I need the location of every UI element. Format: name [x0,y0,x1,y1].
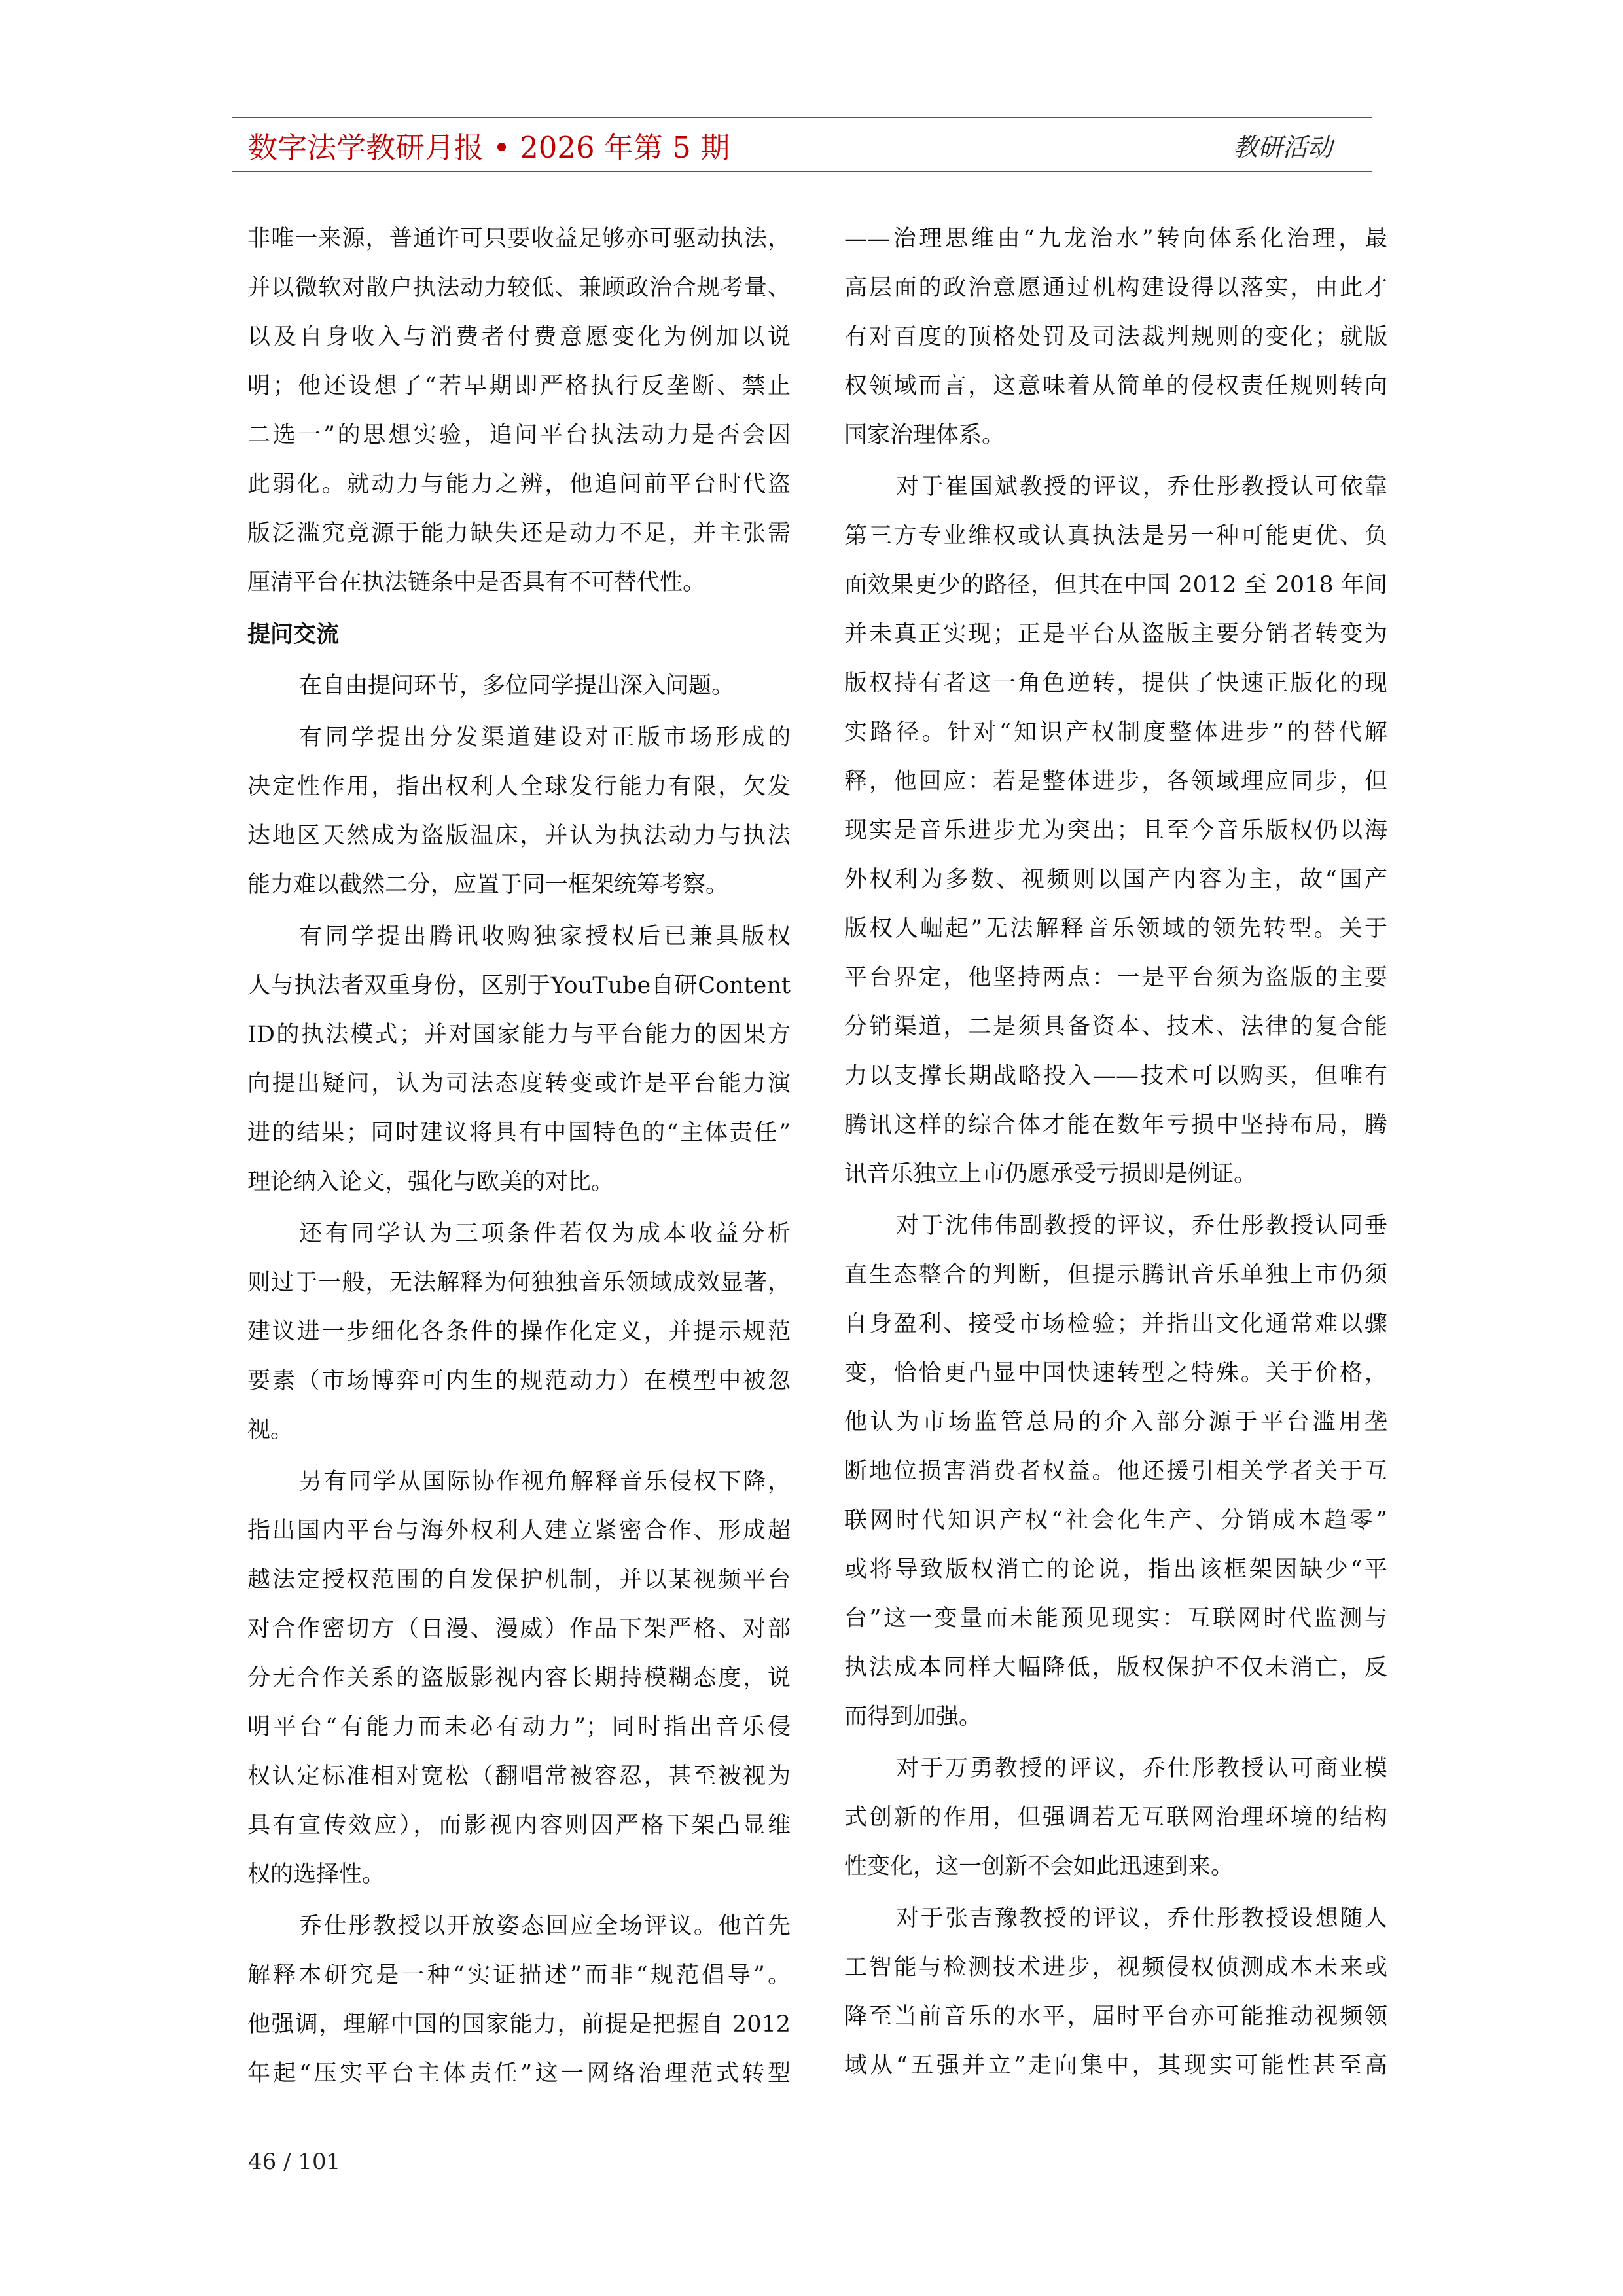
left-column [247,215,791,2098]
text-line: 进的结果；同时建议将具有中国特色的“主体责任” [247,1120,791,1146]
text-line: 要素（市场博弈可内生的规范动力）在模型中被忽 [247,1368,791,1394]
text-line: 非唯一来源，普通许可只要收益足够亦可驱动执法， [247,226,791,252]
text-line: 建议进一步细化各条件的操作化定义，并提示规范 [247,1319,791,1345]
paragraph [247,662,791,711]
text-line: 实路径。针对“知识产权制度整体进步”的替代解 [844,719,1387,745]
paragraph [844,1894,1387,2090]
text-line: 腾讯这样的综合体才能在数年亏损中坚持布局，腾 [844,1112,1387,1138]
text-line: 面效果更少的路径，但其在中国 2012 至 2018 年间 [844,572,1387,598]
text-line: 人与执法者双重身份，区别于YouTube自研Content [247,973,791,999]
text-line: 明；他还设想了“若早期即严格执行反垄断、禁止 [247,373,791,399]
text-line: 则过于一般，无法解释为何独独音乐领域成效显著， [247,1270,791,1296]
text-line: 指出国内平台与海外权利人建立紧密合作、形成超 [247,1518,791,1544]
paragraph [247,1902,791,2098]
text-line: 乔仕彤教授以开放姿态回应全场评议。他首先 [299,1913,791,1939]
text-line: 权领域而言，这意味着从简单的侵权责任规则转向 [844,373,1387,399]
paragraph [247,1458,791,1899]
text-line: 决定性作用，指出权利人全球发行能力有限，欠发 [247,774,791,800]
text-line: 断地位损害消费者权益。他还援引相关学者关于互 [844,1458,1387,1484]
text-line: 或将导致版权消亡的论说，指出该框架因缺少“平 [844,1556,1387,1583]
paragraph [844,1202,1387,1742]
text-line: 并未真正实现；正是平台从盗版主要分销者转变为 [844,621,1387,647]
text-line: 力以支撑长期战略投入——技术可以购买，但唯有 [844,1063,1387,1089]
text-line: 版权持有者这一角色逆转，提供了快速正版化的现 [844,670,1387,696]
text-line: 能力难以截然二分，应置于同一框架统筹考察。 [247,872,729,898]
text-line: 解释本研究是一种“实证描述”而非“规范倡导”。 [247,1962,791,1988]
text-line: ——治理思维由“九龙治水”转向体系化治理，最 [844,226,1387,252]
right-column [844,215,1387,2090]
text-line: 此弱化。就动力与能力之辨，他追问前平台时代盗 [247,471,791,497]
text-line: 对于万勇教授的评议，乔仕彤教授认可商业模 [896,1755,1387,1782]
text-line: 分销渠道，二是须具备资本、技术、法律的复合能 [844,1014,1387,1040]
text-line: 权的选择性。 [247,1861,385,1888]
text-line: 联网时代知识产权“社会化生产、分销成本趋零” [844,1507,1387,1534]
text-line: 向提出疑问，认为司法态度转变或许是平台能力演 [247,1071,791,1097]
text-line: 直生态整合的判断，但提示腾讯音乐单独上市仍须 [844,1262,1387,1288]
text-line: 外权利为多数、视频则以国产内容为主，故“国产 [844,867,1387,893]
text-line: 视。 [247,1417,294,1443]
paragraph [247,713,791,910]
text-line: 工智能与检测技术进步，视频侵权侦测成本未来或 [844,1954,1387,1981]
text-line: 明平台“有能力而未必有动力”；同时指出音乐侵 [247,1714,791,1740]
text-line: 理论纳入论文，强化与欧美的对比。 [247,1169,615,1195]
text-line: 厘清平台在执法链条中是否具有不可替代性。 [247,569,706,596]
text-line: 讯音乐独立上市仍愿承受亏损即是例证。 [844,1161,1257,1187]
text-line: 还有同学认为三项条件若仅为成本收益分析 [299,1221,791,1247]
text-line: 对于张吉豫教授的评议，乔仕彤教授设想随人 [896,1905,1387,1931]
text-line: 分无合作关系的盗版影视内容长期持模糊态度，说 [247,1665,791,1691]
text-line: 版权人崛起”无法解释音乐领域的领先转型。关于 [844,916,1387,942]
text-line: 平台界定，他坚持两点：一是平台须为盗版的主要 [844,965,1387,991]
journal-issue-title: 数字法学教研月报 • 2026 年第 5 期 [248,130,730,165]
text-line: 域从“五强并立”走向集中，其现实可能性甚至高 [844,2053,1387,2079]
paragraph [247,215,791,607]
text-line: 台”这一变量而未能预见现实：互联网时代监测与 [844,1605,1387,1632]
section-heading [247,610,791,659]
page-header [232,117,1372,172]
text-line: 越法定授权范围的自发保护机制，并以某视频平台 [247,1567,791,1593]
text-line: 有同学提出腾讯收购独家授权后已兼具版权 [299,924,791,950]
paragraph [844,463,1387,1199]
text-line: 自身盈利、接受市场检验；并指出文化通常难以骤 [844,1311,1387,1337]
text-line: 并以微软对散户执法动力较低、兼顾政治合规考量、 [247,275,791,301]
text-line: 国家治理体系。 [844,422,1005,448]
text-line: 具有宣传效应），而影视内容则因严格下架凸显维 [247,1812,791,1839]
page-number: 46 / 101 [248,2149,341,2175]
text-line: 第三方专业维权或认真执法是另一种可能更优、负 [844,523,1387,549]
text-line: 降至当前音乐的水平，届时平台亦可能推动视频领 [844,2003,1387,2030]
text-line: 性变化，这一创新不会如此迅速到来。 [844,1854,1234,1880]
text-line: 对于沈伟伟副教授的评议，乔仕彤教授认同垂 [896,1213,1387,1239]
text-line: 年起“压实平台主体责任”这一网络治理范式转型 [247,2060,791,2087]
section-heading-text: 提问交流 [247,621,340,648]
text-line: 另有同学从国际协作视角解释音乐侵权下降， [299,1469,791,1495]
text-line: 变，恰恰更凸显中国快速转型之特殊。关于价格， [844,1360,1387,1386]
text-line: 以及自身收入与消费者付费意愿变化为例加以说 [247,324,791,350]
text-line: 有对百度的顶格处罚及司法裁判规则的变化；就版 [844,324,1387,350]
text-line: 式创新的作用，但强调若无互联网治理环境的结构 [844,1804,1387,1831]
text-line: 现实是音乐进步尤为突出；且至今音乐版权仍以海 [844,817,1387,844]
paragraph [844,1744,1387,1892]
text-line: 他强调，理解中国的国家能力，前提是把握自 2012 [247,2011,791,2037]
text-line: 他认为市场监管总局的介入部分源于平台滥用垄 [844,1409,1387,1435]
text-line: 对合作密切方（日漫、漫威）作品下架严格、对部 [247,1616,791,1642]
text-line: 释，他回应：若是整体进步，各领域理应同步，但 [844,768,1387,795]
section-label: 教研活动 [1232,132,1332,162]
text-line: ID的执法模式；并对国家能力与平台能力的因果方 [247,1022,791,1048]
text-line: 版泛滥究竟源于能力缺失还是动力不足，并主张需 [247,520,791,547]
text-line: 达地区天然成为盗版温床，并认为执法动力与执法 [247,823,791,849]
paragraph [844,215,1387,460]
text-line: 高层面的政治意愿通过机构建设得以落实，由此才 [844,275,1387,301]
paragraph [247,1210,791,1455]
text-line: 而得到加强。 [844,1704,982,1730]
text-line: 对于崔国斌教授的评议，乔仕彤教授认可依靠 [896,474,1387,500]
text-line: 执法成本同样大幅降低，版权保护不仅未消亡，反 [844,1655,1387,1681]
paragraph [247,912,791,1207]
text-line: 在自由提问环节，多位同学提出深入问题。 [299,673,735,699]
text-line: 有同学提出分发渠道建设对正版市场形成的 [299,725,791,751]
text-line: 二选一”的思想实验，追问平台执法动力是否会因 [247,422,791,448]
text-line: 权认定标准相对宽松（翻唱常被容忍，甚至被视为 [247,1763,791,1789]
